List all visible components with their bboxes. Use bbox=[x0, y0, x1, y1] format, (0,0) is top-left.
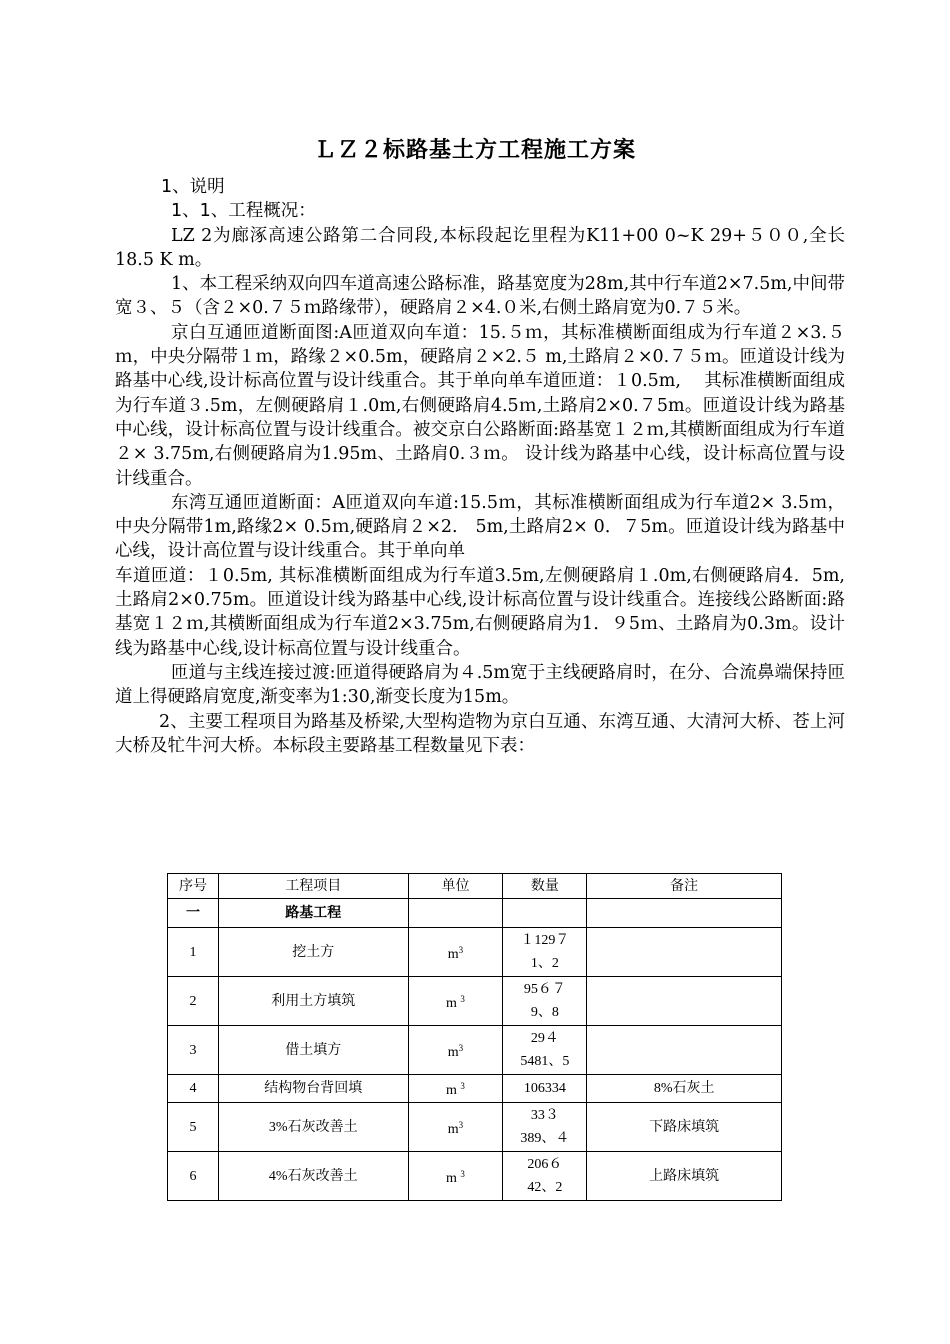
header-cell: 单位 bbox=[408, 874, 503, 899]
header-cell: 备注 bbox=[587, 874, 782, 899]
row-quantity: 206６ 42、2 bbox=[503, 1152, 587, 1201]
row-note bbox=[587, 977, 782, 1026]
row-note bbox=[587, 928, 782, 977]
row-item: 利用土方填筑 bbox=[218, 977, 408, 1026]
document-title: ＬＺ２标路基土方工程施工方案 bbox=[313, 138, 636, 163]
row-unit: m $^3$ bbox=[408, 977, 503, 1026]
row-quantity: １129７ 1、2 bbox=[503, 928, 587, 977]
row-note: 下路床填筑 bbox=[587, 1103, 782, 1152]
row-quantity: 29４ 5481、5 bbox=[503, 1026, 587, 1075]
row-quantity: 106334 bbox=[503, 1075, 587, 1103]
quantity-table bbox=[167, 873, 782, 1201]
section-index: 一 bbox=[168, 899, 219, 928]
table-row bbox=[168, 1152, 782, 1201]
table-row bbox=[168, 977, 782, 1026]
subsection-heading: 1、1、工程概况： bbox=[171, 201, 316, 222]
header-cell: 工程项目 bbox=[218, 874, 408, 899]
row-number: 3 bbox=[168, 1026, 219, 1075]
paragraph-dongwan: 东湾互通匝道断面：A匝道双向车道:15.5ｍ，其标准横断面组成为行车道2× 3.5ｍ，中央分隔带1m,路缘2× 0.5ｍ,硬路肩２×2. 5m,土路肩2× 0．７5m。匝道设计线为路基中心线，设计高位置与设计线重合。其于单向单 bbox=[115, 492, 845, 562]
row-note: 上路床填筑 bbox=[587, 1152, 782, 1201]
row-item: 结构物台背回填 bbox=[218, 1075, 408, 1103]
paragraph-dongwan-cont: 车道匝道：１0.5m, 其标准横断面组成为行车道3.5m,左侧硬路肩１.0m,右侧硬路肩4．5m,土路肩2×0.75m。匝道设计线为路基中心线,设计标高位置与设计线重合。连接线公路断面:路基宽１２ｍ,其横断面组成为行车道2×3.75m,右侧硬路肩为1．９5ｍ、土路肩为0.3m。设计线为路基中心线,设计标高位置与设计线重合。 bbox=[115, 565, 845, 659]
table-row bbox=[168, 1103, 782, 1152]
document-body bbox=[115, 175, 845, 758]
row-unit: $m^3$ bbox=[408, 928, 503, 977]
row-unit: m $^3$ bbox=[408, 1075, 503, 1103]
row-quantity: 33３ 389、４ bbox=[503, 1103, 587, 1152]
row-unit: $m^3$ bbox=[408, 1026, 503, 1075]
row-number: 2 bbox=[168, 977, 219, 1026]
row-unit: m $^3$ bbox=[408, 1152, 503, 1201]
row-quantity: 95６７ 9、8 bbox=[503, 977, 587, 1026]
table-row bbox=[168, 928, 782, 977]
row-unit: $m^3$ bbox=[408, 1103, 503, 1152]
paragraph-jingbai: 京白互通匝道断面图:A匝道双向车道：15.５ｍ，其标准横断面组成为行车道２×3.５ｍ，中央分隔带１ｍ，路缘２×0.5m，硬路肩２×2.５ m,土路肩２×0.７５ｍ。匝道设计线为路基中心线,设计标高位置与设计线重合。其于单向单车道匝道：１0.5m, 其标准横断面组成为行车道３.5m，左侧硬路肩１.0m,右侧硬路肩4.5ｍ,土路肩2×0.７5m。匝道设计线为路基中心线，设计标高位置与设计线重合。被交京白公路断面:路基宽１２ｍ,其横断面组成为行车道２× 3.75m,右侧硬路肩为1.95m、土路肩0.３ｍ。 设计线为路基中心线，设计标高位置与设计线重合。 bbox=[115, 322, 845, 489]
paragraph-standard: 1、本工程采纳双向四车道高速公路标准，路基宽度为28m,其中行车道2×7.5m,中间带宽３、５（含２×0.７５ｍ路缘带），硬路肩２×4.０米,右侧土路肩宽为0.７５米。 bbox=[115, 274, 845, 319]
section-name: 路基工程 bbox=[218, 899, 408, 928]
table-row bbox=[168, 1075, 782, 1103]
row-item: 3%石灰改善土 bbox=[218, 1103, 408, 1152]
row-number: 6 bbox=[168, 1152, 219, 1201]
row-number: 5 bbox=[168, 1103, 219, 1152]
table-row bbox=[168, 1026, 782, 1075]
row-note: 8%石灰土 bbox=[587, 1075, 782, 1103]
row-number: 1 bbox=[168, 928, 219, 977]
paragraph-transition: 匝道与主线连接过渡:匝道得硬路肩为４.5m宽于主线硬路肩时，在分、合流鼻端保持匝道上得硬路肩宽度,渐变率为1:30,渐变长度为15m。 bbox=[115, 662, 845, 708]
header-cell: 序号 bbox=[168, 874, 219, 899]
header-cell: 数量 bbox=[503, 874, 587, 899]
row-item: 4%石灰改善土 bbox=[218, 1152, 408, 1201]
table-header-row bbox=[168, 874, 782, 899]
row-item: 借土填方 bbox=[218, 1026, 408, 1075]
table-section-row bbox=[168, 899, 782, 928]
section-heading: 1、说明 bbox=[161, 177, 225, 197]
row-number: 4 bbox=[168, 1075, 219, 1103]
row-note bbox=[587, 1026, 782, 1075]
paragraph-main-items: 2、主要工程项目为路基及桥梁,大型构造物为京白互通、东湾互通、大清河大桥、苍上河大桥及牤牛河大桥。本标段主要路基工程数量见下表： bbox=[115, 711, 845, 756]
paragraph-overview: LZ 2为廊涿高速公路第二合同段,本标段起讫里程为K11+00 0~K 29+５００,全长18.5 K m。 bbox=[115, 225, 845, 270]
row-item: 挖土方 bbox=[218, 928, 408, 977]
